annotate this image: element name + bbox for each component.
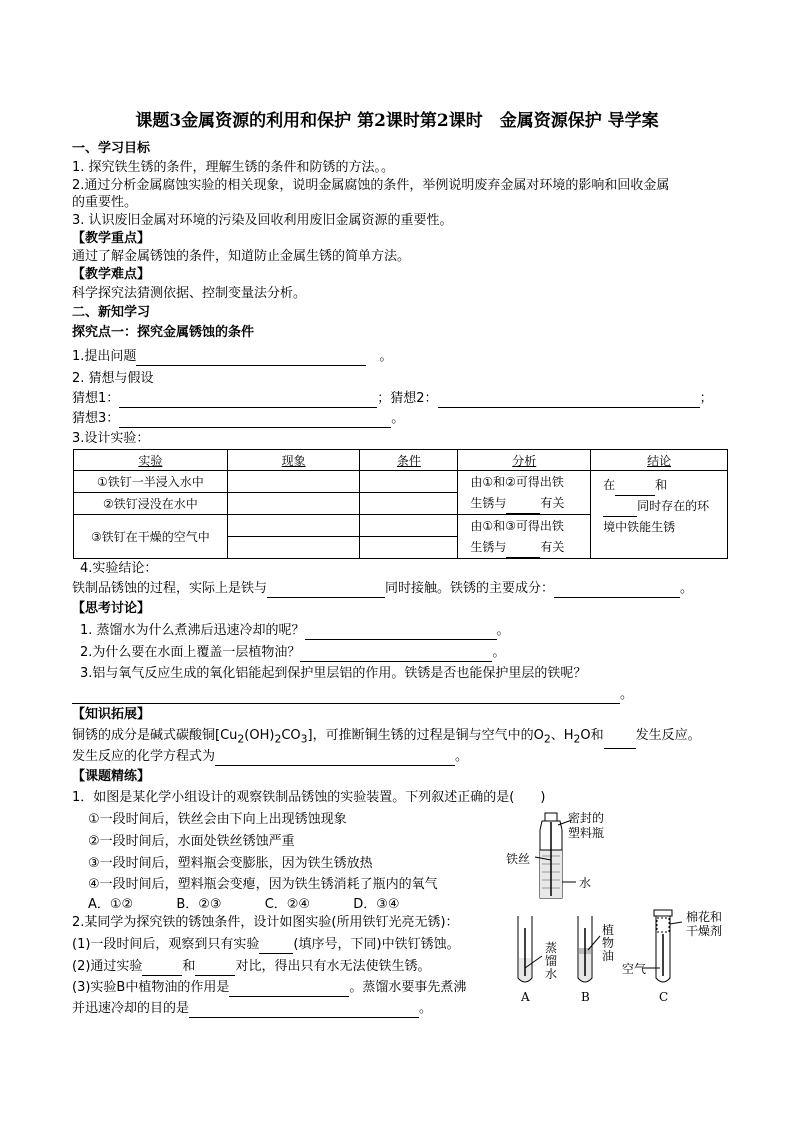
answer-blank[interactable] [300,648,492,662]
table-row [74,471,728,493]
option-4: ④一段时间后，塑料瓶会变瘪，因为铁生锈消耗了瓶内的氧气 [88,877,438,892]
analysis-2: 由①和③可得出铁 生锈与 有关 [458,515,591,559]
choices: A．①② B．②③ C．②④ D．③④ [88,897,400,912]
air-label: 空气 [622,962,647,976]
question-4: 4.实验结论： [80,561,158,576]
answer-blank[interactable] [136,352,366,366]
guess-2-blank[interactable] [438,394,700,408]
option-1: ①一段时间后，铁丝会由下向上出现锈蚀现象 [88,812,347,827]
conclusion-line: 铁制品锈蚀的过程，实际上是铁与 同时接触。铁锈的主要成分： 。 [72,581,694,596]
bottle-figure [500,810,630,905]
page-title: 课题3金属资源的利用和保护 第2课时第2课时 金属资源保护 导学案 [135,111,659,131]
bottle-label-2: 塑料瓶 [568,826,605,840]
think-3: 3.铝与氧气反应生成的氧化铝能起到保护里层铝的作用。铁锈是否也能保护里层的铁呢？ [80,666,587,681]
experiment-1: ①铁钉一半浸入水中 [74,471,228,493]
experiment-3: ③铁钉在干燥的空气中 [74,515,228,559]
condition-cell[interactable] [360,471,458,493]
equation-blank[interactable] [215,752,455,766]
extension-text: 铜锈的成分是碱式碳酸铜$[Cu_2(OH)_2CO_3]$，可推断铜生锈的过程是铜与空气中的$O_2$、$H_2O$和 发生反应。 [72,727,701,749]
table-header: 条件 [360,450,458,471]
practice-label: 【课题精练】 [72,769,151,784]
think-label: 【思考讨论】 [72,601,151,616]
answer-blank[interactable] [229,983,349,997]
phenomenon-cell[interactable] [227,471,360,493]
tube-label-c: C [659,990,669,1004]
conclusion-blank[interactable] [615,482,655,496]
wire-label: 铁丝 [506,852,531,866]
answer-blank[interactable] [305,626,497,640]
question-1: 1.提出问题 。 [72,349,393,364]
practice-1: 1．如图是某化学小组设计的观察铁制品锈蚀的实验装置。下列叙述正确的是( ) [72,790,546,805]
answer-blank[interactable] [195,962,235,976]
practice-2-q4: 并迅速冷却的目的是 。 [72,1001,433,1016]
bottle-label-1: 密封的 [568,811,605,825]
explore-heading: 探究点一：探究金属锈蚀的条件 [72,325,255,340]
answer-blank[interactable] [259,940,293,954]
think-1: 1. 蒸馏水为什么煮沸后迅速冷却的呢？ 。 [80,623,510,638]
phenomenon-cell[interactable] [227,515,360,537]
question-3: 3.设计实验： [72,431,150,446]
condition-cell[interactable] [360,493,458,515]
cotton-label-1: 棉花和 [686,910,723,924]
analysis-blank[interactable] [506,500,540,514]
practice-2-q1: (1)一段时间后，观察到只有实验 (填序号，下同)中铁钉锈蚀。 [72,937,460,952]
conclusion-blank[interactable] [267,584,385,598]
condition-cell[interactable] [360,537,458,559]
table-header: 分析 [458,450,591,471]
condition-cell[interactable] [360,515,458,537]
difficulty-text: 科学探究法猜测依据、控制变量法分析。 [72,286,307,301]
tube-label-b: B [581,990,590,1004]
practice-2-q3: (3)实验B中植物油的作用是 。蒸馏水要事先煮沸 [72,980,467,995]
phenomenon-cell[interactable] [227,537,360,559]
section-heading-new: 二、新知学习 [72,305,151,320]
goal-2: 2.通过分析金属腐蚀实验的相关现象，说明金属腐蚀的条件，举例说明废弃金属对环境的影响和回收金属 [72,178,670,193]
goal-2-cont: 的重要性。 [72,195,138,210]
water-label: 水 [579,876,592,890]
test-tube-figure [510,908,740,1008]
section-heading-goals: 一、学习目标 [72,141,151,156]
option-2: ②一段时间后，水面处铁丝锈蚀严重 [88,834,295,849]
experiment-table [73,449,728,559]
table-header-row [74,450,728,471]
experiment-2: ②铁钉浸没在水中 [74,493,228,515]
extension-label: 【知识拓展】 [72,707,151,722]
vegetable-oil-label: 植物油 [602,923,615,963]
guess-row-3: 猜想3： 。 [72,411,405,426]
goal-3: 3. 认识废旧金属对环境的污染及回收利用废旧金属资源的重要性。 [72,213,453,228]
distilled-water-label: 蒸馏水 [545,941,558,981]
answer-blank[interactable] [604,735,636,749]
analysis-1: 由①和②可得出铁 生锈与 有关 [458,471,591,515]
table-header: 结论 [591,450,728,471]
table-header: 实验 [74,450,228,471]
conclusion-cell: 在 和 同时存在的环 境中铁能生锈 [591,471,728,559]
option-3: ③一段时间后，塑料瓶会变膨胀，因为铁生锈放热 [88,856,373,871]
key-point-text: 通过了解金属锈蚀的条件，知道防止金属生锈的简单方法。 [72,249,411,264]
answer-blank[interactable] [189,1004,419,1018]
rust-component-blank[interactable] [554,584,680,598]
guess-1-blank[interactable] [119,394,377,408]
question-2: 2. 猜想与假设 [72,371,154,386]
analysis-blank[interactable] [506,544,540,558]
practice-2-q2: (2)通过实验 和 对比，得出只有水无法使铁生锈。 [72,959,431,974]
table-header: 现象 [227,450,360,471]
guess-3-blank[interactable] [119,414,391,428]
cotton-label-2: 干燥剂 [686,924,723,938]
think-3-answer: 。 [72,686,633,704]
difficulty-label: 【教学难点】 [72,267,151,282]
conclusion-blank[interactable] [603,503,637,517]
goal-1: 1. 探究铁生锈的条件，理解生锈的条件和防锈的方法。。 [72,160,395,175]
guess-row-1: 猜想1： ；猜想2： ； [72,391,713,406]
phenomenon-cell[interactable] [227,493,360,515]
practice-2: 2.某同学为探究铁的锈蚀条件，设计如图实验(所用铁钉光亮无锈)： [72,915,459,930]
tube-label-a: A [521,990,530,1004]
key-point-label: 【教学重点】 [72,231,151,246]
think-2: 2.为什么要在水面上覆盖一层植物油？ 。 [80,645,506,660]
answer-blank[interactable] [142,962,182,976]
answer-blank[interactable] [72,690,620,704]
equation-line: 发生反应的化学方程式为 。 [72,749,469,764]
